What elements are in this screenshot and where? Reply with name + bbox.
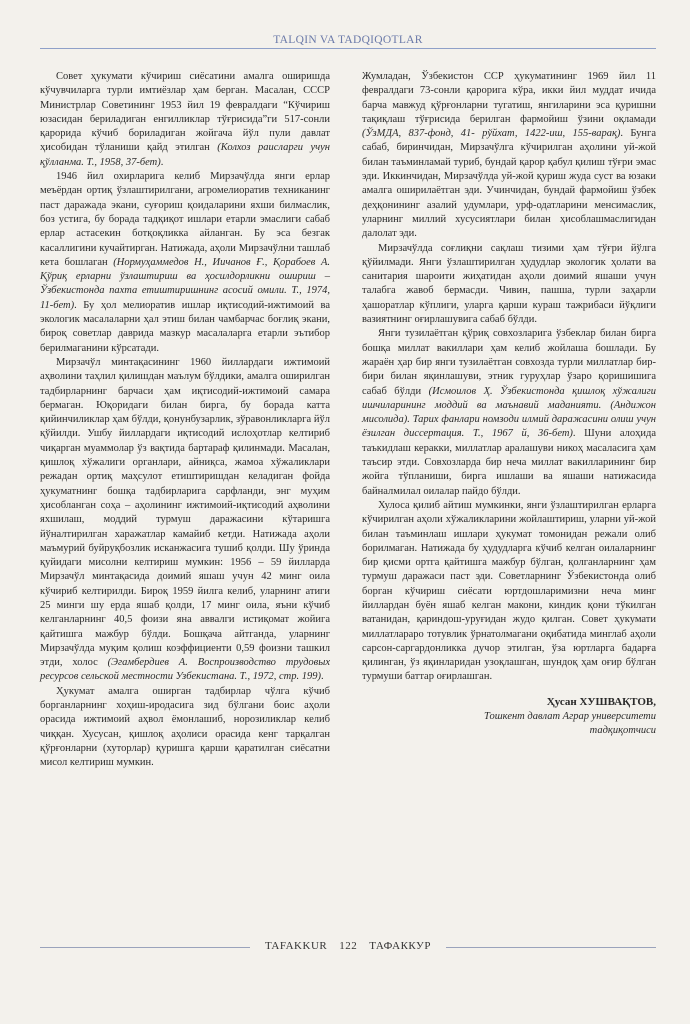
citation: (Колхоз раисларги учун қўлланма. Т., 1958, 37-бет) [40, 142, 330, 168]
footer-center [258, 940, 438, 952]
header-rule [40, 48, 656, 49]
paragraph [362, 327, 656, 499]
footer-rule-right [446, 947, 656, 948]
paragraph-tail: . [160, 156, 164, 168]
running-header [40, 30, 656, 52]
paragraph [362, 499, 656, 685]
paragraph-text: Янги тузилаётган қўриқ совхозларига ўзбеклар билан бирга бошқа миллат вакиллари ҳам келиб жойлаша бошлади. Бу жараён ҳар бир янги тузилаётган совхозда турли миллатлар бир-бири билан яқинлашуви, этник гуруҳлар ўзаро қоришишига сабаб бўлди [362, 328, 656, 397]
page-footer [40, 940, 656, 954]
citation: (Нормуҳаммедов Н., Иичанов Ғ., Қорабоев А. Қўриқ ерларни ўзлаштириш ва ҳосилдорликни ошириш – Ўзбекистонда пахта етиштиришнинг асосий омили. Т., 1974, 11-бет) [40, 256, 330, 311]
paragraph [362, 70, 656, 242]
right-column [362, 70, 656, 738]
paragraph-text: Жумладан, Ўзбекистон ССР ҳукуматининг 1969 йил 11 февралдаги 73-сонли қарорига кўра, икки йил муддат ичида барча мавжуд қўрғонларни тугатиш, янгиларини эса қуришни тақиқлаш тўғрисида берилган фармойиш ўзини оқламади [362, 71, 656, 125]
paragraph [40, 170, 330, 356]
author-signature [362, 695, 656, 738]
left-column [40, 70, 330, 771]
citation: (Эгамбердиев А. Воспроизводство трудовых ресурсов сельской местности Узбекистана. Т., 1972, стр. 199) [40, 657, 330, 683]
citation: (ЎзМДА, 837-фонд, 41- рўйхат, 1422-иш, 155-варақ) [362, 128, 621, 140]
paragraph-tail: . [320, 671, 324, 683]
paragraph-text: 1946 йил охирларига келиб Мирзачўлда янги ерлар меъёрдан ортиқ ўзлаштирилгани, агромелиоратив техниканинг паст даражада экани, суғориш қоидаларини яхши билмаслик, боз устига, бу борада тадқиқот ишлари етарли эмаслиги сабаб ерлар астасекин ботқоқликка айланган. Бу эса безгак касаллигини кучайтирган. Натижада, аҳоли Мирзачўлни ташлаб кета бошлаган [40, 171, 330, 268]
footer-journal-cyrillic: ТАФАККУР [369, 940, 431, 952]
paragraph [40, 685, 330, 771]
paragraph-text: Мирзачўл минтақасининг 1960 йиллардаги ижтимоий аҳволини таҳлил қилишдан маълум бўлдики, амалга оширилган тадбирларнинг барчаси ҳам иқтисодий-ижтимоий самара бермаган. Юқоридаги билан бирга, бу борада катта қийинчиликлар ҳам бўлди, қонунбузарлик, зўравонликларга йўл қўйилди. Ушбу йиллардаги иқтисодий ислоҳотлар келтириб чиқарган муаммолар ўз вақтида бартараф қилинмади. Масалан, қишлоқ хўжалиги органлари, айниқса, жамоа хўжаликлари режадан ортиқ маҳсулот етиштиришдан келадиган фойда ҳукуматнинг бошқа тадбирларига сарфланди, энг муҳим ҳисобланган соҳа – аҳолининг ижтимоий-иқтисодий аҳволини яхшилаш, моддий турмуш даражасини кўтаришга йўналтирилган харажатлар камайиб кетди. Натижада аҳоли маъмурий буйруқбозлик исканжасига тушиб қолди. Шу ўринда қуйидаги мисолни келтириш мумкин: 1956 – 59 йилларда Мирзачўл минтақасида доимий яшаш учун 42 минг оила кўчириб келтирилди. Бироқ 1959 йилга келиб, уларнинг атиги 25 минги шу ерда яшаб қолди, 17 минг оила, яъни кўчиб келганларнинг 40,5 фоизи яна аввалги истиқомат жойига қайтишга мажбур бўлди. Бошқача айтганда, уларнинг Мирзачўлда муқим қолиш коэффициенти 0,59 фоизни ташкил этди, холос [40, 356, 330, 669]
paragraph-tail: . Шуни алоҳида таъкидлаш керакки, миллатлар аралашуви никоҳ масаласига ҳам таъсир этди. Совхозларда бир неча миллат вакилларининг бир жойга тўпланиши, бирга ишлаши ва яшаши натижасида байналмилал оилалар пайдо бўлди. [362, 428, 656, 497]
paragraph [40, 356, 330, 685]
author-affiliation: Тошкент давлат Аграр университети [484, 710, 656, 722]
paragraph [362, 242, 656, 328]
paragraph-tail: . Бу ҳол мелиоратив ишлар иқтисодий-ижтимоий ва экологик масалаларни ҳал этиш билан чамбарчас боғлиқ экани, бироқ советлар даврида мазкур масалаларга етарли эътибор берилмаганини кўрсатади. [40, 299, 330, 354]
footer-journal-latin: TAFAKKUR [265, 940, 328, 952]
paragraph-tail: . Бунга сабаб, биринчидан, Мирзачўлга кўчирилган аҳолини уй-жой билан таъминламай туриб, бундай қарор қабул қилиш тўғри эмас эди. Иккинчидан, Мирзачўлда уй-жой қуриш жуда суст ва юзаки амалга оширилаётган эди. Учинчидан, бундай фармойиш ўзбек деҳқонининг азалий удумлари, урф-одатларини менсимаслик, уларнинг миллий хусусиятлари билан ҳисоблашмаслигидан далолат эди. [362, 128, 656, 240]
paragraph-text: Мирзачўлда соғлиқни сақлаш тизими ҳам тўғри йўлга қўйилмади. Янги ўзлаштирилган ҳудудлар экологик ҳолати ва санитария шароити жиҳатидан аҳоли доимий яшаши учун талабга жавоб бермасди. Чивин, пашша, турли заҳарли ҳашоратлар кўплиги, уларга қарши кураш тажрибаси йўқлиги вазиятнинг оғирлашувига сабаб бўлди. [362, 242, 656, 326]
author-name: Ҳусан ХУШВАҚТОВ, [546, 695, 656, 708]
citation: (Исмоилов Ҳ. Ўзбекистонда қишлоқ хўжалиги ишчиларининг моддий ва маънавий маданияти. (Андижон мисолида). Тарих фанлари номзоди илмий даражасини олиш учун ёзилган диссертация. Т., 1967 й, 36-бет) [362, 385, 657, 440]
paragraph-text: Ҳукумат амалга оширган тадбирлар чўлга кўчиб борганларнинг хоҳиш-иродасига зид бўлгани боис аҳоли орасида ижтимоий аҳвол ёмонлашиб, норозиликлар келиб чиққан. Хусусан, қишлоқ аҳолиси орасида кенг тарқалган қўрғонларни (хуторлар) қуришга қарши қаратилган сиёсатни мисол келтириш мумкин. [40, 685, 330, 769]
paragraph-text: Совет ҳукумати кўчириш сиёсатини амалга оширишда кўчувчиларга турли имтиёзлар ҳам берган. Масалан, СССР Министрлар Советининг 1953 йил 19 февралдаги “Кўчириш юзасидан бериладиган енгилликлар тўғрисида”ги 517-сонли қарорида кўчиб бориладиган жойгача йўл пули давлат ҳисобидан тўланиши қайд этилган [40, 71, 330, 154]
author-role: тадқиқотчиси [589, 724, 656, 736]
footer-rule-left [40, 947, 250, 948]
paragraph [40, 70, 330, 170]
page-number: 122 [339, 940, 358, 952]
section-title: TALQIN VA TADQIQOTLAR [273, 34, 423, 46]
paragraph-text: Хулоса қилиб айтиш мумкинки, янги ўзлаштирилган ерларга кўчирилган аҳоли хўжаликларини жойлаштириш, уларни уй-жой билан таъминлаш ишлари ҳукумат томонидан режали олиб борилмаган. Натижада бу ҳудудларга кўчиб келган оилаларнинг бир қисми ортга қайтишга мажбур бўлган, қолганларнинг ҳам турмуш даражаси паст эди. Советларнинг Ўзбекистонда олиб борган кўчириш сиёсати юртдошларимизни неча минг йиллардан буён яшаб келган макони, киндик қони тўкилган ватанидан, қариндош-уруғидан жудо қилган. Совет ҳукумати миллатлараро тотувлик ўрнатолмагани оқибатида минглаб аҳоли сарсон-саргардонликка дучор этилган, ўза юртларга бадарға қилинган, ўз яқинларидан узоқлашган, шундоқ ҳам оғир бўлган турмуши баттар оғирлашган. [362, 499, 656, 683]
